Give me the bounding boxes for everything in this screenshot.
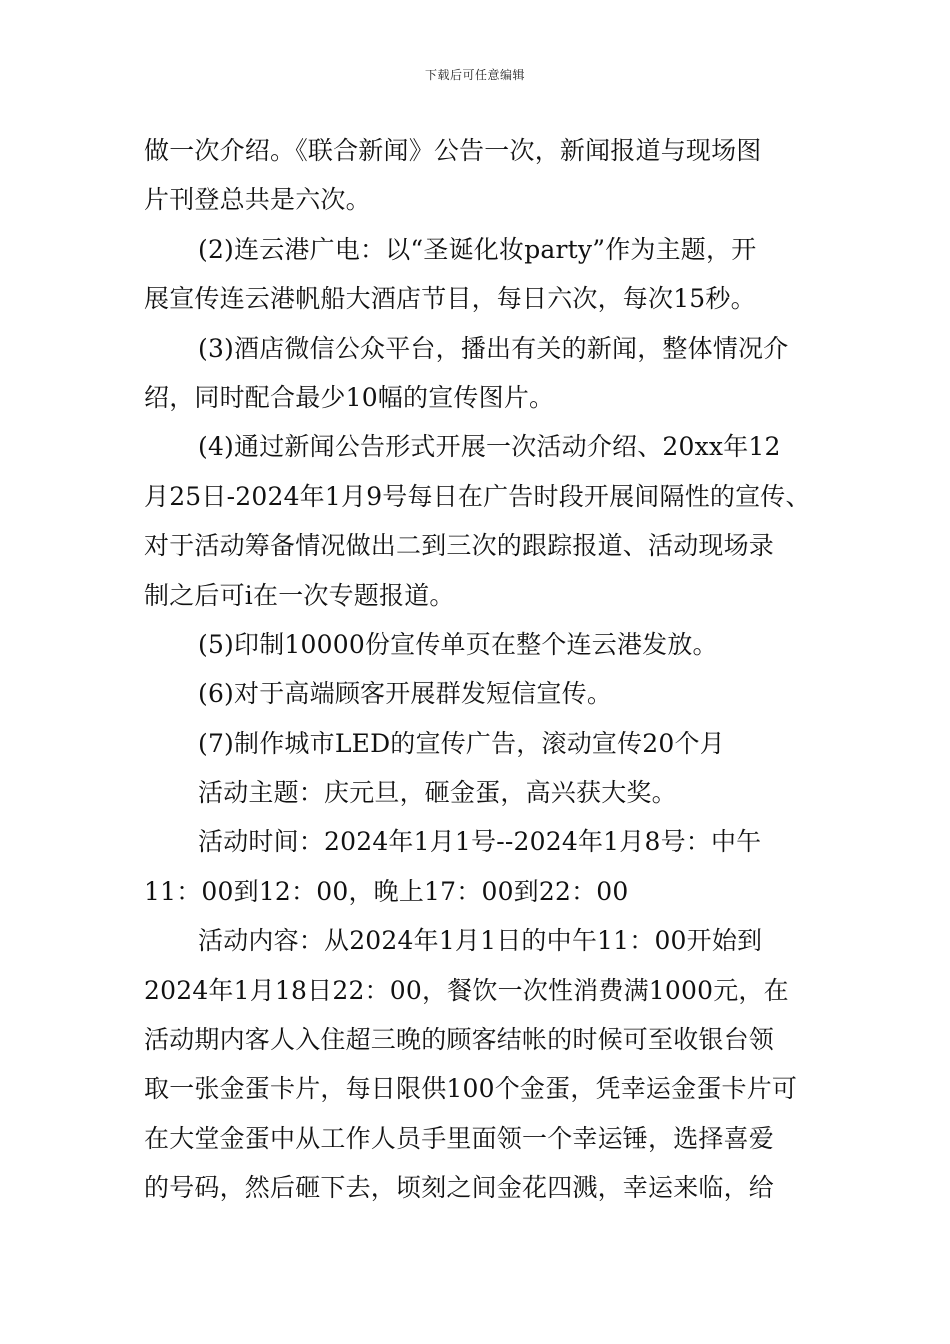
text-line: 月25日-2024年1月9号每日在广告时段开展间隔性的宣传、 [144,481,811,511]
text-line: (5)印制10000份宣传单页在整个连云港发放。 [198,629,718,659]
text-line: 展宣传连云港帆船大酒店节目，每日六次，每次15秒。 [144,284,756,314]
document-body [144,126,814,1213]
text-line: 制之后可i在一次专题报道。 [144,580,455,610]
text-line: 活动期内客人入住超三晚的顾客结帐的时候可至收银台领 [144,1025,775,1055]
page-header: 下载后可任意编辑 [424,68,525,82]
text-line: 11：00到12：00，晚上17：00到22：00 [144,876,629,906]
text-line: 活动内容：从2024年1月1日的中午11：00开始到 [198,926,763,956]
text-line: 活动时间：2024年1月1号--2024年1月8号：中午 [198,827,762,857]
text-line: 取一张金蛋卡片，每日限供100个金蛋，凭幸运金蛋卡片可 [144,1074,798,1104]
text-line: (7)制作城市LED的宣传广告，滚动宣传20个月 [198,728,725,758]
text-line: 活动主题：庆元旦，砸金蛋，高兴获大奖。 [198,778,677,808]
text-line: 在大堂金蛋中从工作人员手里面领一个幸运锤，选择喜爱 [144,1123,775,1153]
text-line: (4)通过新闻公告形式开展一次活动介绍、20xx年12 [198,432,781,462]
text-line: 对于活动筹备情况做出二到三次的跟踪报道、活动现场录 [144,531,775,561]
text-line: 做一次介绍。《联合新闻》公告一次，新闻报道与现场图 [144,136,762,165]
text-line: (3)酒店微信公众平台，播出有关的新闻，整体情况介 [198,333,789,363]
text-line: 的号码，然后砸下去，顷刻之间金花四溅，幸运来临，给 [144,1173,775,1203]
text-line: (2)连云港广电：以“圣诞化妆party”作为主题，开 [198,234,757,264]
text-line: 绍，同时配合最少10幅的宣传图片。 [144,382,555,412]
text-line: 片刊登总共是六次。 [144,185,371,215]
text-line: (6)对于高端顾客开展群发短信宣传。 [198,679,613,709]
text-line: 2024年1月18日22：00，餐饮一次性消费满1000元，在 [144,975,789,1005]
